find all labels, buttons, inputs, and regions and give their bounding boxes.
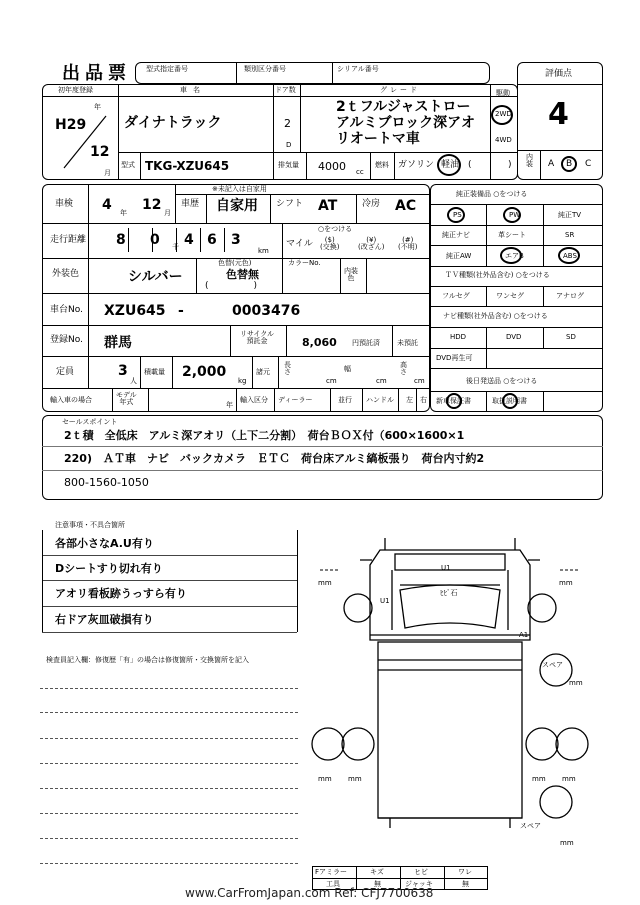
car-name-label: 車名 [180, 86, 206, 94]
interior-color-label: 内装 色 [344, 267, 358, 282]
mileage-label: 走行距離 [50, 235, 87, 245]
capacity-label: 定員 [56, 367, 75, 377]
diagram-mm-7: mm [562, 775, 576, 783]
later-warranty: 新車保証書 [436, 397, 471, 405]
color-number-label: カラーNo. [288, 259, 321, 267]
recycle-not-deposited: 未預託 [397, 339, 418, 347]
dealer: ディーラー [278, 396, 313, 404]
first-registration-year: H29 [55, 117, 87, 133]
legend-header-1: Fアミラー [315, 868, 348, 876]
note-line-3: アオリ看板跡うっすら有り [55, 587, 187, 600]
diagram-mm-1: mm [318, 579, 332, 587]
load-value: 2,000 [182, 364, 227, 380]
category-number-label: 類別区分番号 [244, 65, 286, 73]
displacement-cc: cc [356, 168, 364, 176]
meter-mark-note: ○をつける [318, 225, 353, 233]
footer-url: www.CarFromJapan.com Ref: CFJ7700638 [185, 886, 434, 900]
inspection-year: 4 [102, 197, 112, 213]
legend-row-4: 無 [462, 880, 469, 888]
navi-dvd: DVD [506, 333, 522, 341]
model-year-label: モデル 年式 [116, 391, 137, 406]
navi-title: ナビ種類(社外品含む) ○をつける [443, 312, 548, 320]
shift-value: AT [318, 198, 338, 214]
later-warranty-circle [446, 393, 462, 409]
plate-label: 登録No. [50, 335, 83, 345]
import-type-label: 輸入区分 [240, 396, 268, 404]
diagram-u1-side: U1 [380, 597, 390, 605]
first-registration-label: 初年度登録 [58, 86, 93, 94]
diagram-mm-4: mm [318, 775, 332, 783]
diagram-mm-2: mm [559, 579, 573, 587]
diagram-mm-8: mm [560, 839, 574, 847]
diagram-spare-1: スペア [542, 661, 563, 669]
interior-a: A [548, 159, 555, 169]
frame-prefix: XZU645 [104, 303, 166, 319]
grade-line-2: アルミブロック深アオ [336, 115, 476, 131]
color-paren: ( ) [205, 281, 258, 291]
meter-unknown: (#) (不明) [398, 236, 418, 251]
width-label: 幅 [344, 365, 351, 373]
door-count-label: ドア数 [275, 86, 296, 94]
mileage-unit: km [258, 247, 269, 255]
equip-airbag-circle [500, 247, 522, 264]
equip-pw: PW [509, 211, 521, 219]
notes-label: 注意事項・不具合箇所 [55, 521, 125, 529]
equip-abs: ABS [563, 252, 577, 260]
ac-value: AC [395, 198, 417, 214]
diagram-mm-3: mm [569, 679, 583, 687]
tv-oneseg: ワンセグ [496, 292, 524, 300]
diagram-hibi-stone: ﾋﾋﾞ石 [440, 589, 458, 597]
fuel-label: 燃料 [375, 161, 389, 169]
load-label: 積載量 [144, 368, 165, 376]
serial-number-label: シリアル番号 [337, 65, 379, 73]
import-label: 輸入車の場合 [50, 396, 92, 404]
equip-ps: PS [453, 211, 462, 219]
sales-point-line-2: 220) ＡＴ車 ナビ バックカメラ ＥＴＣ 荷台床アルミ縞板張り 荷台内寸約2 [64, 452, 485, 465]
legend-header-3: ヒビ [414, 868, 428, 876]
mile-label: マイル [286, 239, 313, 249]
equipment-title: 純正装備品 ○をつける [456, 190, 528, 198]
sales-point-line-3: 800-1560-1050 [64, 476, 149, 489]
interior-grade-label: 内装 [526, 153, 533, 168]
grade-label: グレード [380, 86, 420, 94]
mileage-digit-5: 3 [231, 232, 241, 248]
inspector-label: 検査員記入欄：修復歴「有」の場合は修復箇所・交換箇所を記入 [46, 656, 249, 664]
sales-points-label: セールスポイント [62, 418, 118, 426]
tv-analog: アナログ [556, 292, 584, 300]
diagram-spare-2: スペア [520, 822, 541, 830]
shift-label: シフト [276, 199, 304, 209]
navi-hdd: HDD [450, 333, 467, 341]
inspection-month: 12 [142, 197, 162, 213]
drive-label: 駆動 [496, 89, 510, 97]
displacement-value: 4000 [318, 160, 346, 173]
inspection-label: 車検 [55, 199, 74, 209]
equip-aw: 純正AW [446, 252, 472, 260]
later-title: 後日発送品 ○をつける [466, 377, 538, 385]
exterior-color: シルバー [128, 269, 183, 285]
navi-sd: SD [566, 333, 576, 341]
history-value: 自家用 [216, 198, 258, 214]
original-color-label: 色替(元色) [218, 259, 252, 267]
meter-swap: ($) (交換) [320, 236, 340, 251]
year-label: 年 [94, 103, 101, 111]
drive-2wd-circle [491, 105, 513, 125]
legend-row-3: ジャッキ [405, 880, 433, 888]
grade-line-3: リオートマ車 [336, 131, 420, 147]
diagram-mm-6: mm [532, 775, 546, 783]
color-change: 色替無 [226, 268, 259, 281]
diagram-a1: A1 [519, 631, 529, 639]
interior-b-circle [561, 156, 577, 172]
navi-dvd-playback: DVD再生可 [436, 354, 473, 362]
grade-line-1: 2ｔフルジャストロー [336, 99, 471, 115]
mileage-digit-2: 0 [150, 232, 160, 248]
recycle-label: リサイクル 預託金 [240, 330, 275, 345]
score-label: 評価点 [545, 69, 573, 79]
displacement-label: 排気量 [278, 161, 299, 169]
interior-c: C [585, 159, 592, 169]
sales-point-line-1: 2ｔ積 全低床 アルミ深アオリ（上下二分割） 荷台ＢＯＸ付（600×1600×1 [64, 429, 465, 442]
frame-number: 0003476 [232, 303, 301, 319]
legend-header-4: ワレ [458, 868, 472, 876]
later-manual: 取扱説明書 [492, 397, 527, 405]
equip-leather: 革シート [498, 231, 526, 239]
specs-label: 諸元 [256, 368, 270, 376]
note-line-4: 右ドア灰皿破損有り [55, 613, 154, 626]
plate-value: 群馬 [104, 335, 132, 351]
equip-ps-circle [447, 207, 465, 223]
frame-dash: - [178, 303, 184, 319]
history-note: ※未記入は自家用 [212, 185, 267, 193]
equip-abs-circle [558, 247, 580, 264]
first-registration-month: 12 [90, 144, 110, 160]
model-code: TKG-XZU645 [145, 159, 230, 173]
recycle-amount: 8,060 [302, 336, 337, 349]
equip-navi: 純正ナビ [442, 231, 470, 239]
legend-row-1: 工具 [326, 880, 340, 888]
ac-label: 冷房 [362, 199, 381, 209]
capacity-value: 3 [118, 363, 128, 379]
handle-label: ハンドル [366, 396, 394, 404]
month-label: 月 [104, 169, 111, 177]
mileage-digit-3: 4 [184, 232, 194, 248]
inspection-box [42, 184, 430, 412]
legend-header-2: キズ [370, 868, 384, 876]
handle-left: 左 [406, 396, 413, 404]
model-label: 型式 [121, 161, 135, 169]
equip-tv: 純正TV [558, 211, 582, 219]
mileage-digit-1: 8 [116, 232, 126, 248]
equip-pw-circle [503, 207, 521, 223]
handle-right: 右 [420, 396, 427, 404]
top-id-bar [135, 62, 490, 84]
drive-2wd: 2WD [495, 110, 512, 118]
fuel-diesel-circle [437, 154, 461, 176]
truck-damage-diagram [300, 530, 600, 865]
drive-4wd: 4WD [495, 136, 512, 144]
tv-title: ＴＶ種類(社外品含む) ○をつける [445, 271, 550, 279]
car-name: ダイナトラック [124, 115, 222, 131]
date-divider-slash [60, 112, 110, 172]
load-unit: kg [238, 377, 247, 385]
capacity-unit: 人 [130, 377, 137, 385]
diagram-u1-front: U1 [441, 564, 451, 572]
note-line-1: 各部小さなA.U有り [55, 537, 154, 550]
door-count: 2 [284, 117, 291, 130]
mileage-digit-4: 6 [207, 232, 217, 248]
note-line-2: Dシートすり切れ有り [55, 562, 163, 575]
door-suffix: D [286, 141, 292, 149]
legend-row-2: 無 [374, 880, 381, 888]
fuel-diesel: 軽油 [441, 160, 460, 170]
page-title: 出品票 [62, 63, 131, 84]
height-label: 高 さ [400, 361, 407, 376]
parallel: 並行 [338, 396, 352, 404]
history-label: 車歴 [181, 199, 200, 209]
fuel-gasoline: ガソリン [398, 160, 435, 170]
interior-b: B [566, 159, 573, 169]
equip-airbag: エアB [505, 252, 524, 260]
tv-fullseg: フルセグ [442, 292, 470, 300]
meter-tampered: (¥) (改ざん) [358, 236, 385, 251]
diagram-mm-5: mm [348, 775, 362, 783]
frame-number-label: 車台No. [50, 305, 83, 315]
color-label: 外装色 [52, 269, 80, 279]
score-value: 4 [548, 97, 569, 132]
mileage-thousand: 千 [172, 243, 179, 251]
equip-sr: SR [565, 231, 575, 239]
length-label: 長 さ [284, 361, 291, 376]
later-manual-circle [502, 393, 518, 409]
recycle-deposited: 円預託済 [352, 339, 380, 347]
designation-number-label: 型式指定番号 [146, 65, 188, 73]
